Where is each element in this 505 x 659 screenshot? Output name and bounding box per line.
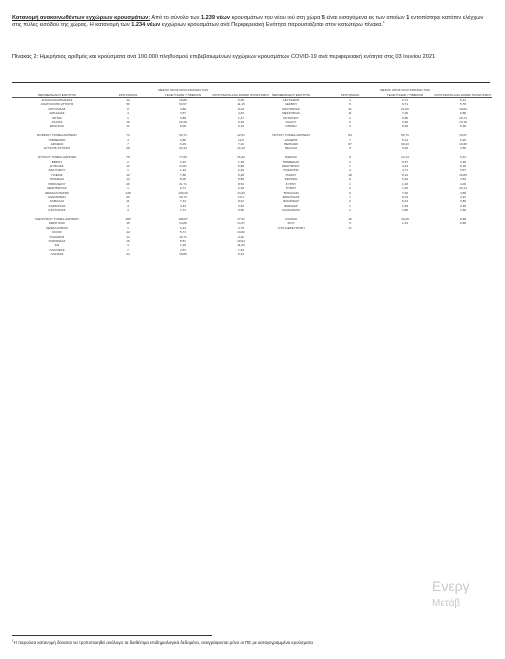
cell-region: ΗΜΑΘΙΑΣ: [49, 177, 65, 182]
cell-region: ΔΥΤΙΚΗΣ ΑΤΤΙΚΗΣ: [43, 146, 71, 151]
header-region: ΠΕΡΙΦΕΡΕΙΑΚΗ ΕΝΟΤΗΤΑ: [12, 88, 102, 98]
cell-per-100k: 5,89: [237, 164, 245, 169]
cell-per-100k: 8,44: [237, 252, 245, 257]
cell-avg-cases: 2,57: [179, 247, 187, 252]
cell-avg-cases: 4,86: [179, 106, 187, 111]
cell-avg-cases: 7,14: [179, 199, 187, 204]
cell-cases: 1: [127, 115, 129, 120]
cell-region: ΡΟΔΟΠΗΣ: [283, 168, 299, 173]
cell-per-100k: 13,1: [237, 194, 245, 199]
cell-region: ΒΟΙΩΤΙΑΣ: [49, 124, 65, 129]
cell-region: ΛΕΣΒΟΥ: [284, 102, 298, 107]
cell-per-100k: 8,91: [237, 199, 245, 204]
footnote-mark: 1: [12, 638, 14, 643]
cell-cases: 5: [349, 146, 351, 151]
cell-per-100k: 11,63: [237, 243, 245, 248]
cell-cases: 1: [349, 181, 351, 186]
cell-avg-cases: 8,00: [179, 177, 187, 182]
cell-cases: 4: [349, 98, 351, 102]
cell-avg-cases: 7,86: [179, 172, 187, 177]
cell-region: ΤΡΙΚΑΛΩΝ: [283, 190, 299, 195]
cell-per-100k: 9,32: [237, 234, 245, 239]
cell-region: ΞΑΝΘΗΣ: [284, 137, 298, 142]
header-avg-cases: ΜΕΣΟΣ ΟΡΟΣ ΚΡΟΥΣΜΑΤΩΝ ΤΩΝ ΤΕΛΕΥΤΑΙΩΝ 7 ΗΜΕΡΩΝ: [376, 88, 434, 98]
cell-cases: 6: [349, 190, 351, 195]
table-row: [258, 226, 492, 230]
cell-per-100k: 11,15: [237, 102, 245, 107]
cell-avg-cases: 60,43: [401, 142, 409, 147]
cell-avg-cases: 1,29: [179, 243, 187, 248]
header-cases: ΚΡΟΥΣΜΑΤΑ: [324, 88, 376, 98]
cell-avg-cases: 14,86: [179, 221, 187, 226]
cell-per-100k: 1,89: [459, 208, 467, 213]
cell-cases: 18: [348, 172, 352, 177]
cell-cases: 1: [349, 203, 351, 208]
footnote-divider: [12, 635, 212, 636]
cell-avg-cases: 109,29: [178, 190, 188, 195]
cell-cases: 10: [126, 172, 130, 177]
footnote-text: Η παρούσα κατανομή δύναται να τροποποιηθεί ανάλογα τα διαθέσιμα επιδημιολογικά δεδομένα, αναγράφονται μόνο οι ΠΕ με καταγεγραμμένα κρούσματα: [13, 640, 313, 645]
cell-avg-cases: 2,43: [179, 159, 187, 164]
cell-cases: 8: [127, 106, 129, 111]
cell-avg-cases: 0,43: [179, 225, 187, 230]
cell-per-100k: 9,58: [459, 216, 467, 221]
intro-count-checks: 1: [406, 15, 410, 21]
cell-region: ΝΟΤΙΟΥ ΤΟΜΕΑ ΑΘΗΝΩΝ: [272, 133, 310, 138]
cell-per-100k: 5,31: [459, 98, 467, 102]
header-avg-cases: ΜΕΣΟΣ ΟΡΟΣ ΚΡΟΥΣΜΑΤΩΝ ΤΩΝ ΤΕΛΕΥΤΑΙΩΝ 7 ΗΜΕΡΩΝ: [154, 88, 212, 98]
cell-per-100k: 7,81: [237, 247, 245, 252]
cell-avg-cases: 16,71: [179, 194, 187, 199]
cell-region: ΠΡΕΒΕΖΑΣ: [282, 159, 300, 164]
cell-region: ΝΗΣΩΝ: [285, 124, 297, 129]
cell-region: ΚΟΡΙΝΘΙΑΣ: [48, 238, 66, 243]
cell-region: ΦΛΩΡΙΝΑΣ: [283, 199, 299, 204]
cell-per-100k: 3,89: [459, 199, 467, 204]
cell-avg-cases: 0,86: [179, 115, 187, 120]
cell-per-100k: [434, 226, 492, 230]
right-table: [258, 88, 492, 230]
cell-region: ΒΟΡΕΙΟΥ ΤΟΜΕΑ ΑΘΗΝΩΝ: [37, 133, 77, 138]
cell-avg-cases: 6,29: [401, 177, 409, 182]
cell-per-100k: 1,35: [237, 159, 245, 164]
cell-cases: 26: [126, 181, 130, 186]
cell-per-100k: 8,24: [237, 106, 245, 111]
cell-cases: 2: [349, 208, 351, 213]
cell-per-100k: 5,69: [237, 98, 245, 102]
cell-avg-cases: 4,43: [179, 203, 187, 208]
cell-per-100k: 2,79: [237, 225, 245, 230]
cell-cases: 7: [127, 142, 129, 147]
header-per-100k: ΚΡΟΥΣΜΑΤΑ ΑΝΑ 100000 ΠΛΗΘΥΣΜΟΥ: [434, 88, 492, 98]
cell-per-100k: 6,88: [459, 111, 467, 116]
cell-cases: 2: [349, 199, 351, 204]
header-cases: ΚΡΟΥΣΜΑΤΑ: [102, 88, 154, 98]
cell-avg-cases: 14,57: [179, 164, 187, 169]
cell-avg-cases: 3,86: [401, 208, 409, 213]
cell-cases: 5: [349, 221, 351, 226]
cell-avg-cases: 16,86: [179, 98, 187, 102]
cell-avg-cases: 21,00: [401, 106, 409, 111]
cell-avg-cases: 4,43: [401, 164, 409, 169]
cell-region: ΖΑΚΥΝΘΟΥ: [48, 168, 66, 173]
cell-per-100k: 19,38: [459, 142, 467, 147]
cell-avg-cases: 55,71: [401, 133, 409, 138]
cell-per-100k: 15,32: [237, 155, 245, 160]
cell-cases: 12: [126, 230, 130, 235]
cell-cases: 4: [127, 111, 129, 116]
cell-region: ΗΡΑΚΛΕΙΟΥ: [48, 181, 66, 186]
cell-per-100k: 3,52: [237, 203, 245, 208]
cell-cases: 5: [349, 102, 351, 107]
cell-region: ΚΩ: [54, 243, 60, 248]
cell-cases: 11: [348, 111, 352, 116]
cell-cases: 1: [127, 186, 129, 191]
cell-per-100k: 9,89: [459, 221, 467, 226]
cell-region: ΕΒΡΟΥ: [51, 159, 63, 164]
cell-cases: 7: [127, 247, 129, 252]
cell-cases: 84: [348, 133, 352, 138]
left-table-header: [12, 88, 270, 98]
cell-per-100k: 7,12: [237, 142, 245, 147]
cell-per-100k: 8,18: [459, 164, 467, 169]
cell-per-100k: 15,67: [459, 133, 467, 138]
cell-cases: 5: [349, 120, 351, 125]
cell-per-100k: 15,86: [459, 172, 467, 177]
cell-region: ΣΕΡΡΩΝ: [284, 177, 298, 182]
intro-heading: Κατανομή ανακοινωθέντων εγχώριων κρουσμάτων:: [12, 15, 151, 21]
cell-avg-cases: 2,71: [401, 98, 409, 102]
cell-region: ΛΕΥΚΑΔΟΣ: [282, 98, 300, 102]
intro-text-2: κρουσμάτων του νέου ιού στη χώρα: [230, 15, 322, 21]
cell-cases: 1: [127, 225, 129, 230]
cell-cases: 2: [349, 159, 351, 164]
cell-per-100k: 5,16: [237, 120, 245, 125]
cell-per-100k: 16,84: [459, 106, 467, 111]
cell-per-100k: 13,33: [237, 190, 245, 195]
cell-region: ΚΑΒΑΛΑΣ: [49, 199, 65, 204]
cell-cases: 12: [126, 164, 130, 169]
cell-per-100k: 14,82: [237, 230, 245, 235]
cell-cases: 4: [127, 203, 129, 208]
cell-avg-cases: 54,57: [179, 102, 187, 107]
intro-text-4: εντοπίστηκε κατόπιν ελέγχων στις πύλες εισόδου της χώρας. Η κατανομή των: [12, 15, 484, 29]
cell-cases: 87: [348, 142, 352, 147]
cell-avg-cases: 77,00: [179, 155, 187, 160]
cell-region: ΚΑΡΔΙΤΣΑΣ: [48, 203, 66, 208]
cell-region: ΕΥΒΟΙΑΣ: [50, 164, 64, 169]
cell-avg-cases: 7,29: [401, 111, 409, 116]
cell-region: ΚΕΦΑΛΛΗΝΙΑΣ: [45, 225, 68, 230]
cell-per-100k: 4,81: [237, 111, 245, 116]
cell-avg-cases: 3,57: [179, 111, 187, 116]
cell-avg-cases: 3,29: [401, 120, 409, 125]
cell-cases: 15: [348, 216, 352, 221]
cell-avg-cases: [376, 226, 434, 230]
cell-region: ΛΑΚΩΝΙΑΣ: [49, 247, 65, 252]
cell-per-100k: 12,51: [237, 133, 245, 138]
cell-region: ΧΑΝΙΩΝ: [285, 216, 297, 221]
cell-avg-cases: 8,57: [179, 238, 187, 243]
cell-cases: 15: [126, 221, 130, 226]
cell-per-100k: 12,6: [237, 137, 245, 142]
cell-avg-cases: 22,43: [179, 146, 187, 151]
table-row: [12, 252, 270, 256]
intro-text-5: εγχώριων κρουσμάτων ανά Περιφερειακή Ενότητα παρουσιάζεται στον κατωτέρω πίνακα.: [160, 22, 383, 29]
cell-region: ΡΕΘΥΜΝΟΥ: [282, 164, 300, 169]
cell-avg-cases: 8,00: [179, 124, 187, 129]
cell-region: ΥΠΟ ΔΙΕΡΕΥΝΗΣΗ: [277, 225, 305, 230]
left-table: [12, 88, 270, 257]
cell-per-100k: 10,94: [237, 238, 245, 243]
cell-per-100k: 8,51: [237, 181, 245, 186]
cell-avg-cases: 5,14: [401, 137, 409, 142]
cell-region: ΚΙΛΚΙΣ: [52, 230, 62, 235]
cell-avg-cases: 1,43: [179, 168, 187, 173]
cell-per-100k: 14,37: [237, 221, 245, 226]
header-region: ΠΕΡΙΦΕΡΕΙΑΚΗ ΕΝΟΤΗΤΑ: [258, 88, 324, 98]
cell-region: ΑΡΤΑΣ: [52, 115, 62, 120]
intro-paragraph: [12, 15, 492, 30]
cell-avg-cases: 12,14: [401, 155, 409, 160]
table-caption: Πίνακας 2: Ημερήσιος αριθμός και κρούσματα ανά 100.000 πληθυσμού επιβεβαιωμένων εγχώριων κρουσμάτων COVID-19 ανά περιφερειακή ενότητα στις 03 Ιουνίου 2021: [12, 54, 436, 60]
cell-region: ΗΛΕΙΑΣ: [51, 172, 63, 177]
cell-avg-cases: 0,71: [179, 186, 187, 191]
cell-cases: 11: [126, 124, 130, 129]
cell-per-100k: 4,58: [459, 190, 467, 195]
cell-cases: 31: [348, 106, 352, 111]
cell-cases: 14: [126, 234, 130, 239]
cell-region: ΤΗΝΟΥ: [285, 186, 297, 191]
cell-cases: 7: [349, 137, 351, 142]
cell-per-100k: 3,48: [459, 159, 467, 164]
cell-cases: 7: [349, 194, 351, 199]
cell-region: ΧΑΛΚΙΔΙΚΗΣ: [281, 208, 301, 213]
cell-cases: 16: [126, 120, 130, 125]
cell-per-100k: 4,53: [459, 177, 467, 182]
cell-region: ΓΡΕΒΕΝΩΝ: [48, 137, 66, 142]
cell-avg-cases: 7,00: [401, 190, 409, 195]
cell-per-100k: 2,48: [459, 203, 467, 208]
cell-avg-cases: 5,71: [179, 230, 187, 235]
intro-count-new: 1.239 νέων: [201, 15, 231, 21]
cell-per-100k: 19,74: [459, 115, 467, 120]
footnote-marker: 1: [382, 20, 385, 25]
cell-per-100k: 5,36: [459, 124, 467, 129]
cell-cases: 4: [127, 243, 129, 248]
cell-avg-cases: 2,29: [401, 203, 409, 208]
cell-avg-cases: 6,43: [401, 199, 409, 204]
cell-avg-cases: 3,86: [179, 137, 187, 142]
cell-avg-cases: 6,00: [401, 146, 409, 151]
cell-cases: 15: [126, 238, 130, 243]
watermark-line-2: Μετάβ: [432, 598, 461, 609]
cell-per-100k: 3,57: [459, 168, 467, 173]
cell-per-100k: 1,47: [237, 115, 245, 120]
cell-per-100k: 6,28: [237, 172, 245, 177]
cell-cases: 148: [125, 190, 131, 195]
cell-cases: 4: [127, 137, 129, 142]
cell-per-100k: 4,00: [459, 181, 467, 186]
cell-region: ΠΕΙΡΑΙΩΣ: [283, 142, 299, 147]
caption-divider: [12, 82, 490, 83]
cell-cases: 14: [126, 177, 130, 182]
cell-per-100k: 9,33: [237, 124, 245, 129]
cell-region: ΚΑΣΤΟΡΙΑΣ: [48, 208, 66, 213]
cell-per-100k: 3,58: [459, 146, 467, 151]
cell-per-100k: 2,45: [237, 168, 245, 173]
cell-region: ΑΡΚΑΔΙΑΣ: [49, 111, 65, 116]
cell-per-100k: 9,86: [237, 177, 245, 182]
cell-avg-cases: 158,57: [178, 216, 188, 221]
cell-per-100k: 13,19: [459, 120, 467, 125]
cell-cases: 24: [126, 252, 130, 257]
cell-region: ΠΙΕΡΙΑΣ: [284, 155, 298, 160]
cell-region: ΔΡΑΜΑΣ: [50, 142, 64, 147]
cell-cases: 12: [126, 98, 130, 102]
cell-region: ΔΥΤΙΚΟΥ ΤΟΜΕΑ ΑΘΗΝΩΝ: [37, 155, 77, 160]
cell-per-100k: 6,29: [459, 137, 467, 142]
cell-per-100k: 5,96: [237, 208, 245, 213]
cell-avg-cases: 4,71: [401, 168, 409, 173]
cell-cases: 75: [126, 155, 130, 160]
cell-avg-cases: 18,86: [179, 252, 187, 257]
cell-avg-cases: 16,71: [179, 234, 187, 239]
cell-region: ΑΡΓΟΛΙΔΑΣ: [48, 106, 66, 111]
cell-cases: 2: [349, 115, 351, 120]
header-per-100k: ΚΡΟΥΣΜΑΤΑ ΑΝΑ 100000 ΠΛΗΘΥΣΜΟΥ: [212, 88, 270, 98]
cell-cases: 71: [348, 225, 352, 230]
cell-region: ΜΑΓΝΗΣΙΑΣ: [282, 106, 300, 111]
cell-avg-cases: 53,71: [179, 133, 187, 138]
cell-cases: 74: [126, 133, 130, 138]
cell-cases: 1: [127, 168, 129, 173]
cell-region: ΣΥΡΟΥ: [285, 181, 297, 186]
cell-per-100k: 6,31: [459, 155, 467, 160]
cell-region: ΑΧΑΪΑΣ: [51, 120, 63, 125]
cell-cases: 4: [349, 168, 351, 173]
cell-avg-cases: 22,29: [179, 120, 187, 125]
cell-per-100k: 5,78: [459, 102, 467, 107]
cell-region: ΑΙΤΩΛΟΑΚΑΡΝΑΝΙΑΣ: [41, 98, 73, 102]
cell-region: ΘΕΣΣΑΛΟΝΙΚΗΣ: [44, 190, 70, 195]
cell-avg-cases: 6,29: [179, 142, 187, 147]
cell-region: ΛΑΡΙΣΑΣ: [50, 252, 64, 257]
cell-cases: 56: [126, 102, 130, 107]
cell-cases: 22: [126, 194, 130, 199]
cell-region: ΦΘΙΩΤΙΔΑΣ: [282, 194, 300, 199]
cell-cases: 2: [127, 159, 129, 164]
cell-avg-cases: 0,57: [401, 159, 409, 164]
cell-region: ΝΑΞΟΥ: [285, 120, 297, 125]
cell-per-100k: 17,97: [237, 216, 245, 221]
cell-avg-cases: 8,14: [401, 194, 409, 199]
cell-per-100k: 4,42: [459, 194, 467, 199]
right-table-header: [258, 88, 492, 98]
intro-count-entry: 5: [321, 15, 325, 21]
cell-region: ΠΕΛΛΑΣ: [284, 146, 298, 151]
cell-avg-cases: 1,71: [179, 208, 187, 213]
cell-region: ΙΩΑΝΝΙΝΩΝ: [48, 194, 66, 199]
cell-cases: 2: [349, 186, 351, 191]
cell-cases: 185: [125, 216, 131, 221]
cell-region: ΜΥΚΟΝΟΥ: [283, 115, 299, 120]
cell-region: ΚΕΝΤΡΙΚΟΥ ΤΟΜΕΑ ΑΘΗΝΩΝ: [35, 216, 79, 221]
cell-avg-cases: 0,86: [401, 115, 409, 120]
cell-region: ΚΟΖΑΝΗΣ: [49, 234, 65, 239]
cell-cases: 8: [349, 177, 351, 182]
cell-region: ΜΕΣΣΗΝΙΑΣ: [282, 111, 300, 116]
cell-avg-cases: 9,14: [401, 172, 409, 177]
cell-region: ΚΕΡΚΥΡΑΣ: [48, 221, 66, 226]
cell-avg-cases: 16,29: [401, 216, 409, 221]
cell-cases: 3: [127, 208, 129, 213]
cell-per-100k: 23,14: [459, 186, 467, 191]
intro-text-3: είναι εισαγόμενα εκ των οποίων: [324, 15, 407, 21]
cell-region: ΧΙΟΥ: [287, 221, 295, 226]
cell-cases: 11: [126, 199, 130, 204]
intro-text-1: Από το σύνολο των: [150, 15, 201, 21]
cell-per-100k: 16,16: [237, 146, 245, 151]
cell-region: ΡΟΔΟΥ: [285, 172, 297, 177]
cell-avg-cases: 6,71: [401, 102, 409, 107]
cell-cases: 4: [349, 124, 351, 129]
cell-avg-cases: 1,43: [401, 221, 409, 226]
cell-cases: 7: [349, 164, 351, 169]
cell-avg-cases: 1,00: [401, 181, 409, 186]
cell-cases: 28: [126, 146, 130, 151]
intro-count-domestic: 1.234 νέων: [131, 22, 161, 29]
cell-avg-cases: 5,29: [401, 124, 409, 129]
cell-region: ΑΝΑΤΟΛΙΚΗΣ ΑΤΤΙΚΗΣ: [40, 102, 74, 107]
cell-region: ΦΩΚΙΔΑΣ: [284, 203, 298, 208]
watermark-line-1: Ενεργ: [432, 578, 470, 594]
cell-avg-cases: 1,00: [401, 186, 409, 191]
cell-cases: 8: [349, 155, 351, 160]
cell-avg-cases: 21,71: [179, 181, 187, 186]
cell-per-100k: 2,29: [237, 186, 245, 191]
footnote: [12, 640, 492, 646]
cell-region: ΘΕΣΠΡΩΤΙΑΣ: [47, 186, 67, 191]
